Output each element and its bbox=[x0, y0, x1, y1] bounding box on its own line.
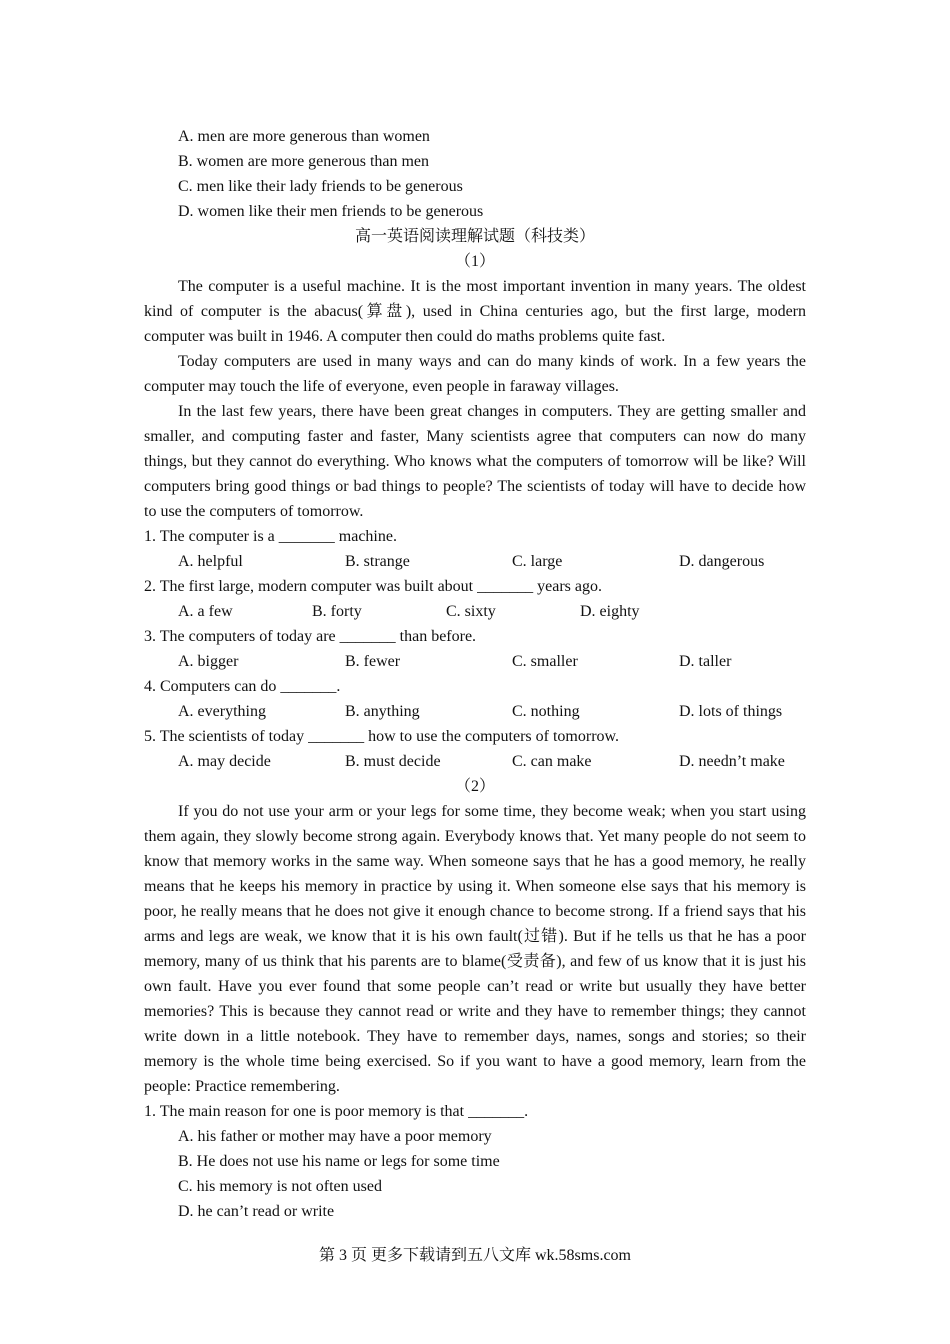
option-d: D. he can’t read or write bbox=[178, 1203, 335, 1220]
option-a: A. his father or mother may have a poor memory bbox=[178, 1128, 492, 1145]
option-a: A. bigger bbox=[178, 653, 239, 670]
question-stem: 2. The first large, modern computer was built about _______ years ago. bbox=[144, 578, 602, 595]
question-stem: 3. The computers of today are _______ than before. bbox=[144, 628, 477, 645]
passage-2-question-1 bbox=[144, 1099, 806, 1224]
option-c: C. nothing bbox=[512, 703, 580, 720]
question-options bbox=[144, 549, 806, 574]
option-b: B. fewer bbox=[345, 653, 401, 670]
passage-1-question-1 bbox=[144, 524, 806, 574]
question-stem: 4. Computers can do _______. bbox=[144, 678, 341, 695]
option-c: C. his memory is not often used bbox=[178, 1178, 382, 1195]
passage-2-paragraph: If you do not use your arm or your legs for some time, they become weak; when you start using them again, they slowly become strong again. Everybody knows that. Yet many people do not seem to know that memory works in the same way. When someone says that he has a good memory, he really means that he keeps his memory in practice by using it. When someone else says that his memory is poor, he really means that he does not give it enough chance to become strong. If a friend says that his arms and legs are weak, we know that it is his own fault(过错). But if he tells us that he has a poor memory, many of us think that his parents are to blame(受责备), and few of us know that it is just his own fault. Have you ever found that some people can’t read or write but usually they have better memories? This is because they cannot read or write and they have to remember things; they cannot write down in a little notebook. They have to remember days, names, songs and stories; so their memory is the whole time being exercised. So if you want to have a good memory, learn from the people: Practice remembering. bbox=[144, 803, 806, 1095]
option-a: A. everything bbox=[178, 703, 266, 720]
question-options bbox=[144, 699, 806, 724]
option-b: B. He does not use his name or legs for some time bbox=[178, 1153, 500, 1170]
option-b: B. forty bbox=[312, 603, 362, 620]
option-d: D. lots of things bbox=[679, 703, 783, 720]
page-content bbox=[144, 124, 806, 1224]
option-d: D. taller bbox=[679, 653, 732, 670]
section-title: 高一英语阅读理解试题（科技类） bbox=[354, 228, 595, 245]
question-stem: 1. The main reason for one is poor memory is that _______. bbox=[144, 1103, 529, 1120]
option-a: A. men are more generous than women bbox=[178, 128, 430, 145]
option-c: C. men like their lady friends to be generous bbox=[178, 178, 463, 195]
option-a: A. helpful bbox=[178, 553, 243, 570]
option-c: C. large bbox=[512, 553, 563, 570]
option-c: C. sixty bbox=[446, 603, 496, 620]
option-d: D. needn’t make bbox=[679, 753, 785, 770]
passage-1-label: （1） bbox=[454, 253, 495, 270]
passage-1-question-4 bbox=[144, 674, 806, 724]
option-c: C. smaller bbox=[512, 653, 578, 670]
option-a: A. a few bbox=[178, 603, 233, 620]
passage-1-paragraph-3: In the last few years, there have been great changes in computers. They are getting smaller and smaller, and computing faster and faster, Many scientists agree that computers can now do many things, but they cannot do everything. Who knows what the computers of tomorrow will be like? Will computers bring good things or bad things to people? The scientists of today will have to decide how to use the computers of tomorrow. bbox=[144, 403, 806, 520]
passage-1-paragraph-2: Today computers are used in many ways and can do many kinds of work. In a few years the computer may touch the life of everyone, even people in faraway villages. bbox=[144, 353, 806, 395]
option-b: B. strange bbox=[345, 553, 410, 570]
passage-1-question-2 bbox=[144, 574, 806, 624]
option-b: B. women are more generous than men bbox=[178, 153, 430, 170]
page-footer: 第 3 页 更多下载请到五八文库 wk.58sms.com bbox=[318, 1247, 631, 1264]
option-b: B. anything bbox=[345, 703, 420, 720]
option-c: C. can make bbox=[512, 753, 592, 770]
question-stem: 1. The computer is a _______ machine. bbox=[144, 528, 397, 545]
passage-2-label: （2） bbox=[454, 778, 495, 795]
passage-1-question-3 bbox=[144, 624, 806, 674]
question-options bbox=[144, 649, 806, 674]
option-a: A. may decide bbox=[178, 753, 271, 770]
question-stem: 5. The scientists of today _______ how to use the computers of tomorrow. bbox=[144, 728, 620, 745]
question-options bbox=[144, 599, 806, 624]
option-b: B. must decide bbox=[345, 753, 441, 770]
option-d: D. dangerous bbox=[679, 553, 765, 570]
option-d: D. women like their men friends to be generous bbox=[178, 203, 484, 220]
option-d: D. eighty bbox=[580, 603, 640, 620]
passage-1-question-5 bbox=[144, 724, 806, 774]
passage-1-paragraph-1: The computer is a useful machine. It is the most important invention in many years. The oldest kind of computer is the abacus(算盘), used in China centuries ago, but the first large, modern computer was built in 1946. A computer then could do maths problems quite fast. bbox=[144, 278, 806, 345]
question-options bbox=[144, 749, 806, 774]
previous-question-options bbox=[144, 124, 806, 224]
